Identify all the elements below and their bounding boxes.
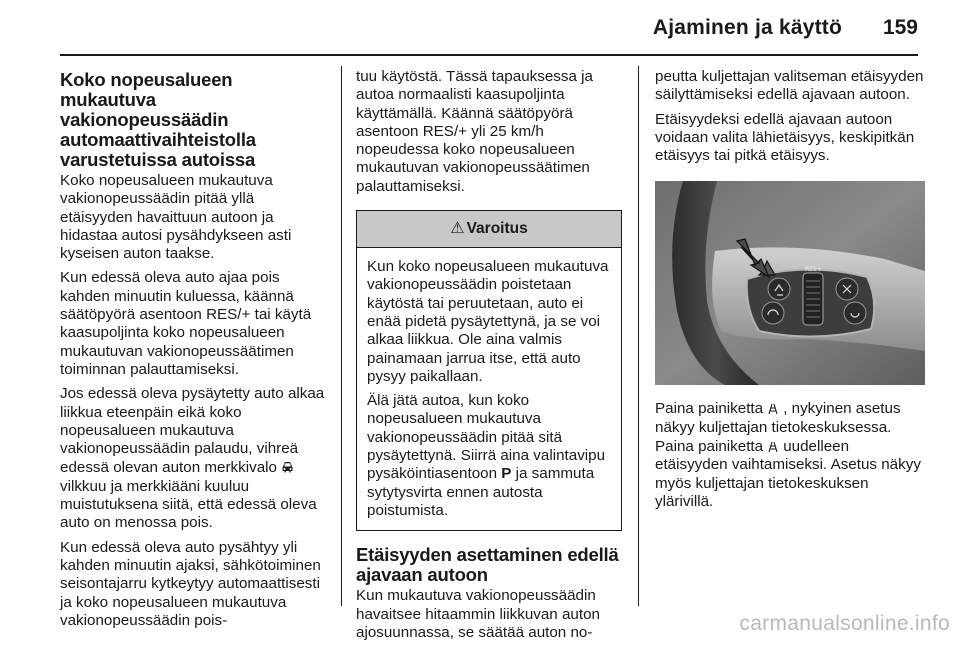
- paragraph: Etäisyydeksi edellä ajavaan autoon voidaan valita lähietäisyys, keskipitkän etäisyys tai pitkä etäisyys.: [655, 110, 915, 165]
- paragraph-text: , nykyinen asetus näkyy kuljettajan tietokeskuksessa. Paina painiketta: [655, 400, 901, 456]
- column-divider: [341, 66, 342, 606]
- paragraph: Kun mukautuva vakionopeussäädin havaitsee hitaammin liikkuvan auton ajosuunnassa, se säätää auton no-: [356, 587, 600, 641]
- park-position-label: P: [501, 465, 512, 483]
- section-heading: Etäisyyden asettaminen edellä ajavaan autoon: [356, 544, 619, 586]
- section-heading: Koko nopeusalueen mukautuva vakionopeussäädin automaattivaihteistolla varustetuissa autoissa: [60, 69, 256, 170]
- warning-paragraph: [367, 392, 611, 520]
- column-3: [655, 68, 925, 517]
- warning-header: [357, 211, 621, 248]
- warning-box: [356, 210, 622, 531]
- paragraph-text: Jos edessä oleva pysäytetty auto alkaa liikkua eteenpäin eikä koko nopeusalueen mukautuva vakionopeussäädin palaudu, vihreä edessä olevan auton merkkivalo: [60, 385, 325, 477]
- distance-setting-icon: [767, 438, 783, 454]
- distance-setting-icon: [767, 400, 783, 416]
- paragraph: Kun edessä oleva auto pysähtyy yli kahden minuutin ajaksi, sähkötoiminen seisontajarru kytkeytyy automaattisesti ja koko nopeusalueen mukautuva vakionopeussäädin pois-: [60, 538, 321, 629]
- paragraph: tuu käytöstä. Tässä tapauksessa ja autoa normaalisti kaasupoljinta käyttämällä. Käännä säätöpyörä asentoon RES/+ yli 25 km/h nopeudessa koko nopeusalueen mukautuvan vakionopeussäätimen palauttamiseksi.: [356, 68, 593, 195]
- paragraph: Kun edessä oleva auto ajaa pois kahden minuutin kuluessa, käännä säätöpyörä asentoon RES/+ tai käytä kaasupoljinta koko nopeusalueen mukautuvan vakionopeussäätimen toiminnan palauttamiseksi.: [60, 269, 312, 378]
- vehicle-ahead-icon: [281, 459, 294, 475]
- warning-paragraph: Kun koko nopeusalueen mukautuva vakionopeussäädin poistetaan käytöstä tai peruutetaan, auto ei enää pidetä pysäytettynä, ja se voi alkaa liikkua. Ole aina valmis painamaan jarrua itse, että auto pysyy paikallaan.: [367, 258, 609, 385]
- warning-title: Varoitus: [466, 219, 528, 237]
- paragraph-text: vilkkuu ja merkkiääni kuuluu muistutuksena siitä, että edessä oleva auto on menossa pois.: [60, 477, 317, 532]
- warning-text: ja sammuta sytytysvirta ennen autosta poistumista.: [367, 465, 595, 519]
- warning-icon: ⚠: [450, 219, 465, 237]
- warning-body: [357, 248, 621, 530]
- paragraph: [60, 385, 328, 532]
- res-label: RES+: [805, 266, 822, 274]
- page-title: Ajaminen ja käyttö: [652, 16, 842, 39]
- warning-text: Älä jätä autoa, kun koko nopeusalueen mukautuva vakionopeussäädin pitää sitä pysäytettynä. Siirrä aina valintavipu pysäköintiasentoon: [367, 392, 606, 483]
- header-divider: [60, 54, 918, 56]
- paragraph-text: uudelleen etäisyyden vaihtamiseksi. Asetus näkyy myös kuljettajan tietokeskuksen ylärivillä.: [655, 438, 921, 510]
- page-header: [0, 0, 960, 58]
- watermark: carmanualsonline.info: [739, 612, 950, 635]
- paragraph-text: Paina painiketta: [655, 400, 764, 418]
- steering-wheel-illustration: [655, 181, 925, 385]
- column-2: [356, 68, 622, 648]
- column-1: [60, 68, 328, 636]
- column-divider: [638, 66, 639, 606]
- page-number: 159: [882, 16, 918, 39]
- paragraph: Koko nopeusalueen mukautuva vakionopeussäädin pitää yllä etäisyyden havaittuun autoon ja hidastaa autosi pysähdykseen asti kyseisen auton taakse.: [60, 172, 292, 263]
- steering-wheel-figure: [655, 181, 925, 385]
- paragraph: [655, 399, 925, 511]
- paragraph: peutta kuljettajan valitseman etäisyyden säilyttämiseksi edellä ajavaan autoon.: [655, 68, 924, 104]
